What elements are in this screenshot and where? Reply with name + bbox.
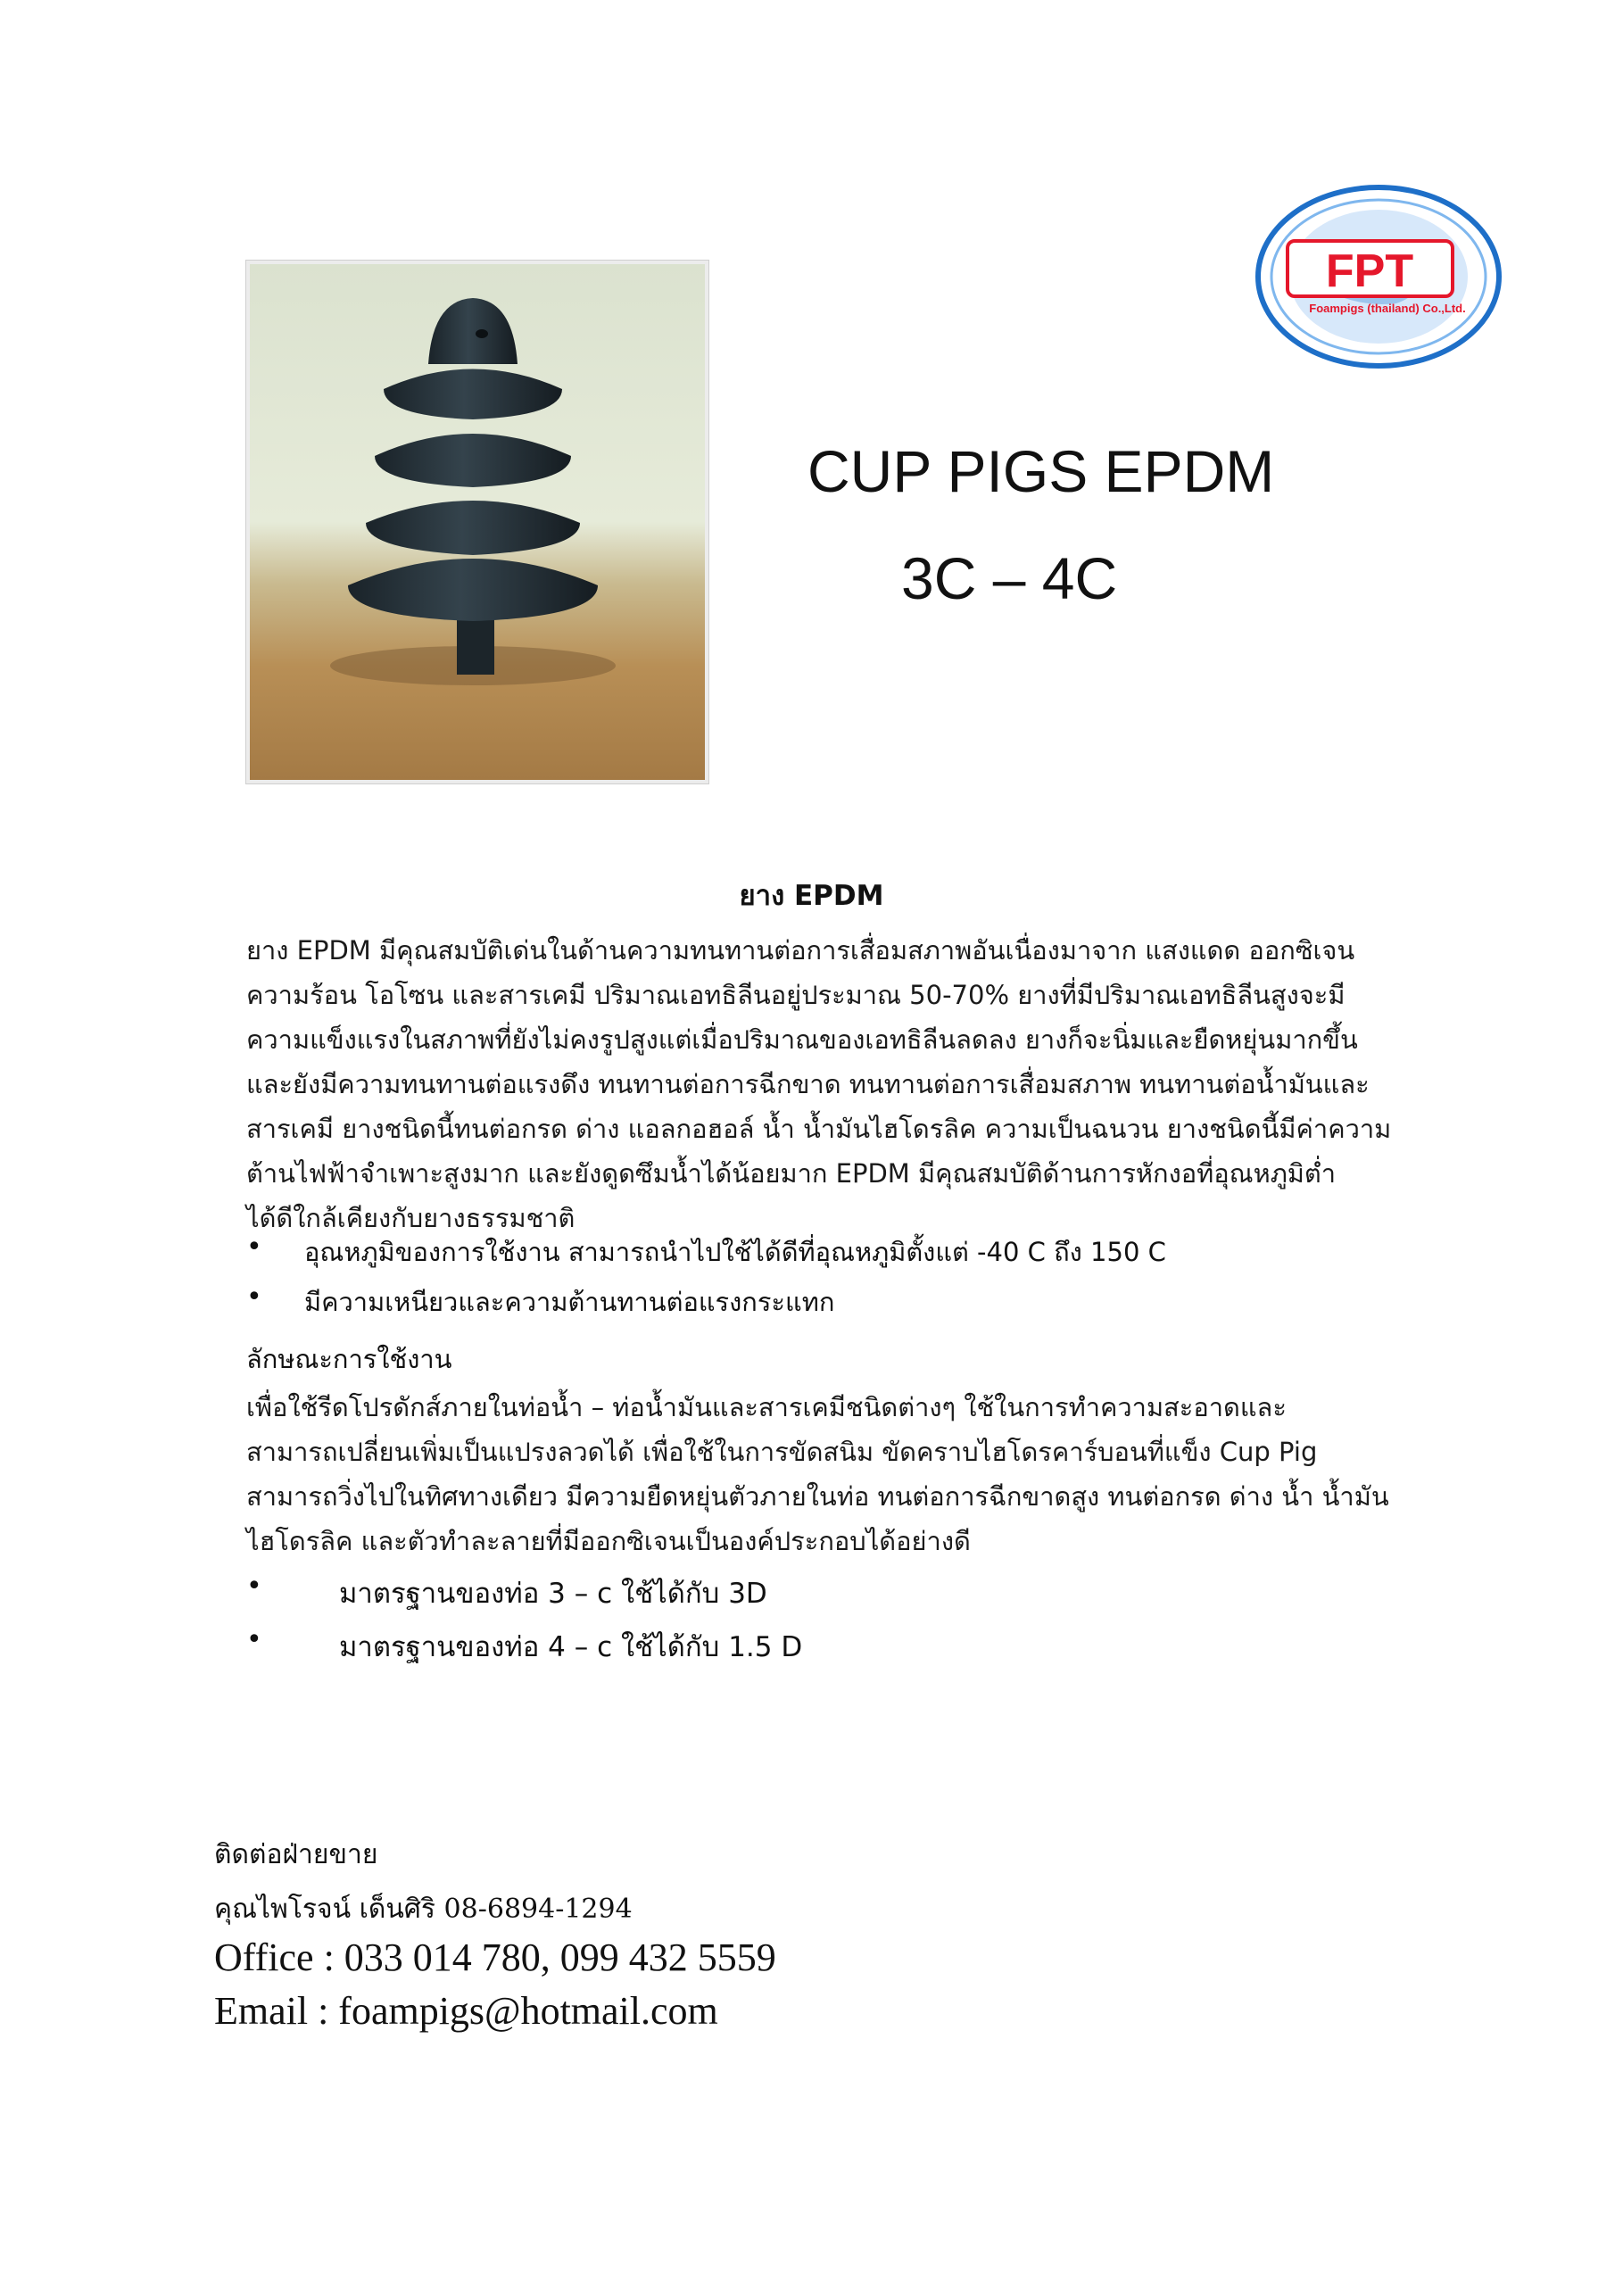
intro-line: ยาง EPDM มีคุณสมบัติเด่นในด้านความทนทานต่อการเสื่อมสภาพอันเนื่องมาจาก แสงแดด ออกซิเจน bbox=[246, 935, 1355, 966]
list-item bbox=[246, 1571, 1495, 1624]
list-item bbox=[246, 1281, 1495, 1331]
globe-logo-icon bbox=[1218, 178, 1503, 384]
list-item-text: มีความเหนียวและความต้านทานต่อแรงกระแทก bbox=[304, 1287, 835, 1317]
cup-pig-image bbox=[250, 264, 705, 780]
usage-heading: ลักษณะการใช้งาน bbox=[246, 1344, 452, 1374]
contact-email: Email : foampigs@hotmail.com bbox=[214, 1989, 718, 2033]
bullet-icon: • bbox=[246, 1281, 262, 1313]
usage-paragraph bbox=[246, 1385, 1495, 1563]
list-item-text: มาตรฐานของท่อ 3 – c ใช้ได้กับ 3D bbox=[339, 1578, 767, 1610]
intro-paragraph bbox=[246, 928, 1495, 1240]
logo-company-name: Foampigs (thailand) Co.,Ltd. bbox=[1309, 302, 1466, 315]
contact-person: คุณไพโรจน์ เด็นศิริ 08-6894-1294 bbox=[214, 1894, 633, 1925]
list-item bbox=[246, 1624, 1495, 1678]
company-logo bbox=[1218, 178, 1503, 384]
bullet-icon: • bbox=[246, 1231, 262, 1263]
intro-line: ได้ดีใกล้เคียงกับยางธรรมชาติ bbox=[246, 1203, 576, 1233]
page-title-line1: CUP PIGS EPDM bbox=[807, 438, 1275, 504]
intro-line: ความแข็งแรงในสภาพที่ยังไม่คงรูปสูงแต่เมื่อปริมาณของเอทธิลีนลดลง ยางก็จะนิ่มและยืดหยุ่นมากขึ้น bbox=[246, 1024, 1358, 1055]
intro-line: ความร้อน โอโซน และสารเคมี ปริมาณเอทธิลีนอยู่ประมาณ 50-70% ยางที่มีปริมาณเอทธิลีนสูงจะมี bbox=[246, 980, 1346, 1010]
usage-line: สามารถวิ่งไปในทิศทางเดียว มีความยืดหยุ่นตัวภายในท่อ ทนต่อการฉีกขาดสูง ทนต่อกรด ด่าง น้ำ น้ำมัน bbox=[246, 1481, 1389, 1512]
usage-line: สามารถเปลี่ยนเพิ่มเป็นแปรงลวดได้ เพื่อใช้ในการขัดสนิม ขัดคราบไฮโดรคาร์บอนที่แข็ง Cup Pig bbox=[246, 1437, 1318, 1467]
standard-bullet-list bbox=[246, 1571, 1495, 1678]
contact-label: ติดต่อฝ่ายขาย bbox=[214, 1839, 378, 1870]
spec-bullet-list bbox=[246, 1231, 1495, 1331]
list-item-text: อุณหภูมิของการใช้งาน สามารถนำไปใช้ได้ดีที่อุณหภูมิตั้งแต่ -40 C ถึง 150 C bbox=[304, 1237, 1166, 1267]
logo-abbr: FPT bbox=[1325, 245, 1414, 297]
product-photo bbox=[246, 261, 708, 783]
bullet-icon: • bbox=[246, 1624, 262, 1655]
intro-line: สารเคมี ยางชนิดนี้ทนต่อกรด ด่าง แอลกอฮอล์ น้ำ น้ำมันไฮโดรลิค ความเป็นฉนวน ยางชนิดนี้มีค่าความ bbox=[246, 1114, 1392, 1144]
office-phone: Office : 033 014 780, 099 432 5559 bbox=[214, 1935, 776, 1979]
usage-line: เพื่อใช้รีดโปรดักส์ภายในท่อน้ำ – ท่อน้ำมันและสารเคมีชนิดต่างๆ ใช้ในการทำความสะอาดและ bbox=[246, 1392, 1287, 1422]
section-heading: ยาง EPDM bbox=[739, 880, 884, 912]
intro-line: ต้านไฟฟ้าจำเพาะสูงมาก และยังดูดซึมน้ำได้น้อยมาก EPDM มีคุณสมบัติด้านการหักงอที่อุณหภูมิต่ำ bbox=[246, 1158, 1337, 1189]
intro-line: และยังมีความทนทานต่อแรงดึง ทนทานต่อการฉีกขาด ทนทานต่อการเสื่อมสภาพ ทนทานต่อน้ำมันและ bbox=[246, 1069, 1370, 1099]
page-title-line2: 3C – 4C bbox=[901, 545, 1118, 611]
bullet-icon: • bbox=[246, 1571, 262, 1602]
usage-line: ไฮโดรลิค และตัวทำละลายที่มีออกซิเจนเป็นองค์ประกอบได้อย่างดี bbox=[246, 1526, 971, 1556]
list-item-text: มาตรฐานของท่อ 4 – c ใช้ได้กับ 1.5 D bbox=[339, 1631, 803, 1663]
list-item bbox=[246, 1231, 1495, 1281]
